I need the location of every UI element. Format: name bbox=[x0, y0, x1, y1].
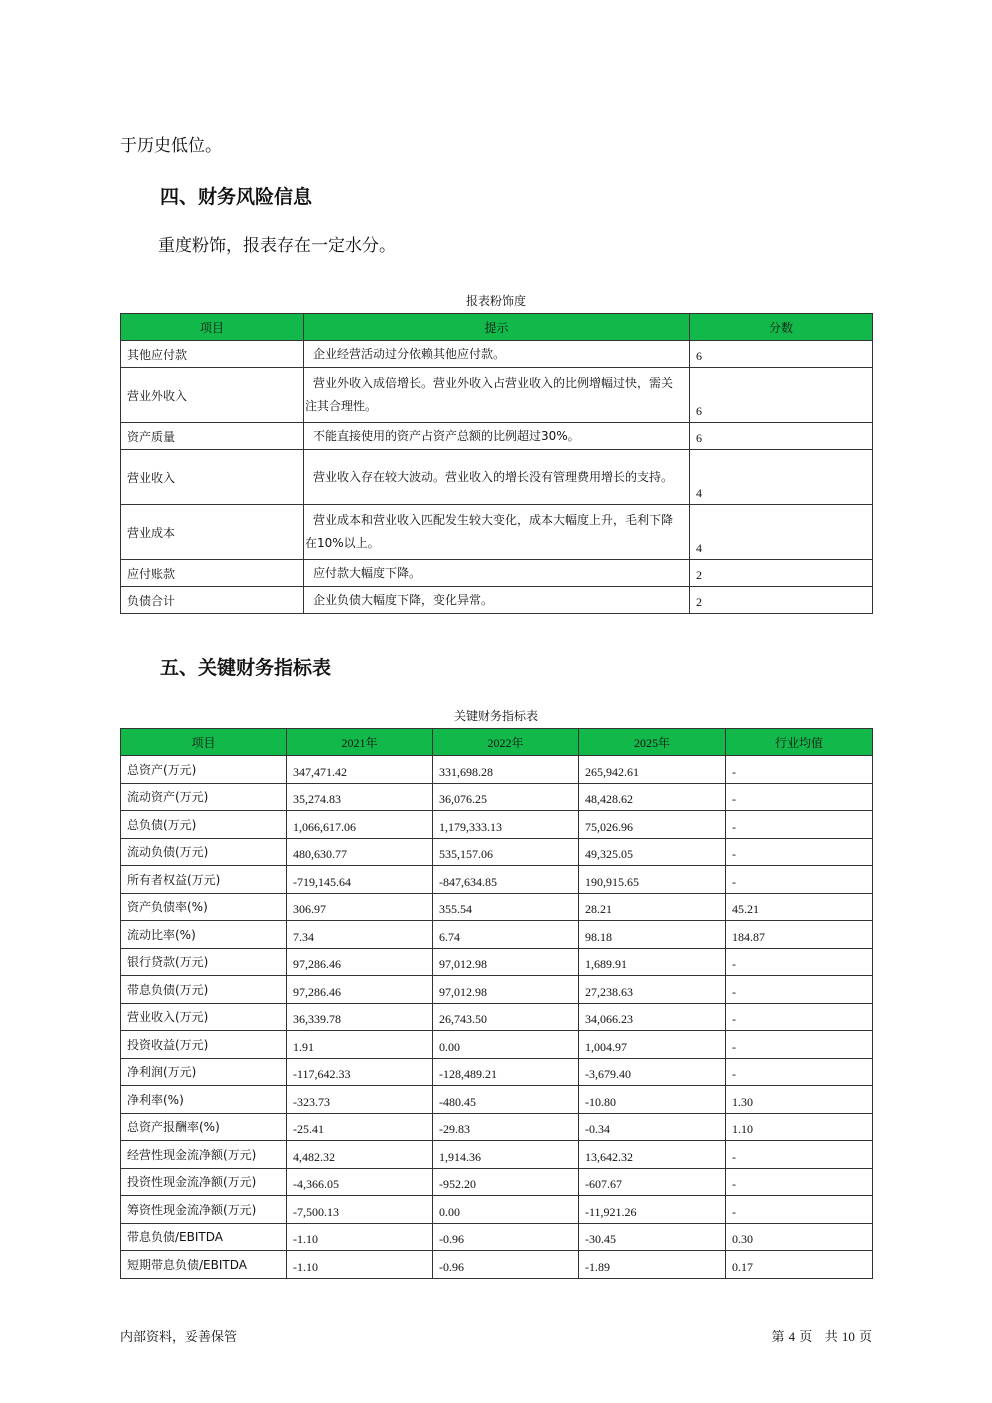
metric-2025: -0.34 bbox=[579, 1113, 726, 1141]
risk-row bbox=[121, 368, 873, 423]
metric-2022: -952.20 bbox=[433, 1168, 579, 1196]
metric-2021: -1.10 bbox=[287, 1223, 433, 1251]
section4-summary: 重度粉饰，报表存在一定水分。 bbox=[158, 236, 396, 256]
metric-2025: 265,942.61 bbox=[579, 756, 726, 784]
footer-confidential: 内部资料，妥善保管 bbox=[120, 1330, 238, 1345]
risk-hint: 应付款大幅度下降。 bbox=[304, 560, 690, 587]
metric-industry-avg: - bbox=[726, 948, 873, 976]
metric-2025: 13,642.32 bbox=[579, 1141, 726, 1169]
section5-heading: 五、关键财务指标表 bbox=[160, 657, 332, 679]
metrics-row bbox=[121, 866, 873, 894]
metric-2022: 0.00 bbox=[433, 1031, 579, 1059]
metric-industry-avg: 0.30 bbox=[726, 1223, 873, 1251]
metric-industry-avg: - bbox=[726, 811, 873, 839]
metric-name: 短期带息负债/EBITDA bbox=[121, 1251, 287, 1279]
metrics-row bbox=[121, 1196, 873, 1224]
metric-name: 流动负债(万元) bbox=[121, 838, 287, 866]
metric-name: 总资产报酬率(%) bbox=[121, 1113, 287, 1141]
metric-name: 筹资性现金流净额(万元) bbox=[121, 1196, 287, 1224]
metric-industry-avg: 0.17 bbox=[726, 1251, 873, 1279]
metric-2022: 97,012.98 bbox=[433, 976, 579, 1004]
metric-name: 投资收益(万元) bbox=[121, 1031, 287, 1059]
metric-2025: 190,915.65 bbox=[579, 866, 726, 894]
risk-score: 6 bbox=[690, 368, 873, 423]
risk-table-header bbox=[121, 314, 873, 341]
metric-industry-avg: - bbox=[726, 838, 873, 866]
metric-industry-avg: - bbox=[726, 1196, 873, 1224]
metric-name: 带息负债(万元) bbox=[121, 976, 287, 1004]
metric-industry-avg: 45.21 bbox=[726, 893, 873, 921]
risk-row bbox=[121, 341, 873, 368]
footer-page-number: 4 bbox=[788, 1329, 796, 1344]
metric-2021: -323.73 bbox=[287, 1086, 433, 1114]
footer-page-mid: 页 bbox=[799, 1330, 813, 1345]
metrics-row bbox=[121, 1251, 873, 1279]
metric-industry-avg: - bbox=[726, 756, 873, 784]
intro-line: 于历史低位。 bbox=[120, 136, 222, 156]
metric-2022: 97,012.98 bbox=[433, 948, 579, 976]
metrics-row bbox=[121, 976, 873, 1004]
risk-row bbox=[121, 505, 873, 560]
metrics-row bbox=[121, 921, 873, 949]
risk-row bbox=[121, 587, 873, 614]
risk-hint: 营业成本和营业收入匹配发生较大变化，成本大幅度上升，毛利下降在10%以上。 bbox=[304, 505, 690, 560]
risk-score: 6 bbox=[690, 341, 873, 368]
metric-2025: 1,004.97 bbox=[579, 1031, 726, 1059]
metrics-col-2022: 2022年 bbox=[433, 729, 579, 756]
risk-score: 4 bbox=[690, 450, 873, 505]
metric-industry-avg: - bbox=[726, 976, 873, 1004]
footer-page-info bbox=[771, 1326, 872, 1345]
metric-name: 流动资产(万元) bbox=[121, 783, 287, 811]
metric-2021: 36,339.78 bbox=[287, 1003, 433, 1031]
risk-item: 其他应付款 bbox=[121, 341, 304, 368]
metric-2021: 306.97 bbox=[287, 893, 433, 921]
metric-2021: 35,274.83 bbox=[287, 783, 433, 811]
metric-2021: 97,286.46 bbox=[287, 976, 433, 1004]
metric-2025: 98.18 bbox=[579, 921, 726, 949]
metric-name: 总负债(万元) bbox=[121, 811, 287, 839]
metric-name: 带息负债/EBITDA bbox=[121, 1223, 287, 1251]
metric-2025: -607.67 bbox=[579, 1168, 726, 1196]
footer-total-suffix: 页 bbox=[858, 1330, 872, 1345]
metric-2021: -4,366.05 bbox=[287, 1168, 433, 1196]
metric-name: 经营性现金流净额(万元) bbox=[121, 1141, 287, 1169]
risk-hint: 企业经营活动过分依赖其他应付款。 bbox=[304, 341, 690, 368]
risk-score: 6 bbox=[690, 423, 873, 450]
metric-2022: -0.96 bbox=[433, 1223, 579, 1251]
metrics-table-caption: 关键财务指标表 bbox=[453, 709, 538, 723]
metric-name: 总资产(万元) bbox=[121, 756, 287, 784]
risk-col-item: 项目 bbox=[121, 314, 304, 341]
risk-item: 应付账款 bbox=[121, 560, 304, 587]
metric-2025: 28.21 bbox=[579, 893, 726, 921]
metric-2021: 97,286.46 bbox=[287, 948, 433, 976]
metric-industry-avg: - bbox=[726, 1058, 873, 1086]
metric-2021: 480,630.77 bbox=[287, 838, 433, 866]
risk-score: 2 bbox=[690, 560, 873, 587]
metrics-row bbox=[121, 1223, 873, 1251]
metrics-row bbox=[121, 1141, 873, 1169]
metric-name: 投资性现金流净额(万元) bbox=[121, 1168, 287, 1196]
risk-col-hint: 提示 bbox=[304, 314, 690, 341]
metrics-row bbox=[121, 1168, 873, 1196]
metric-2021: 1,066,617.06 bbox=[287, 811, 433, 839]
metrics-row bbox=[121, 1086, 873, 1114]
metric-2022: 355.54 bbox=[433, 893, 579, 921]
metric-2022: -0.96 bbox=[433, 1251, 579, 1279]
metric-2021: 347,471.42 bbox=[287, 756, 433, 784]
metric-2025: 1,689.91 bbox=[579, 948, 726, 976]
metric-2022: -847,634.85 bbox=[433, 866, 579, 894]
metrics-table bbox=[120, 728, 873, 1279]
risk-item: 营业外收入 bbox=[121, 368, 304, 423]
metric-2022: 0.00 bbox=[433, 1196, 579, 1224]
metrics-row bbox=[121, 1058, 873, 1086]
metrics-col-2025: 2025年 bbox=[579, 729, 726, 756]
footer-total-prefix: 共 bbox=[824, 1330, 838, 1345]
metric-industry-avg: 184.87 bbox=[726, 921, 873, 949]
metric-name: 净利润(万元) bbox=[121, 1058, 287, 1086]
metric-2021: -25.41 bbox=[287, 1113, 433, 1141]
metric-2025: -10.80 bbox=[579, 1086, 726, 1114]
metric-industry-avg: - bbox=[726, 1003, 873, 1031]
metrics-row bbox=[121, 783, 873, 811]
metric-2022: -128,489.21 bbox=[433, 1058, 579, 1086]
metric-2025: 34,066.23 bbox=[579, 1003, 726, 1031]
metric-name: 所有者权益(万元) bbox=[121, 866, 287, 894]
metric-name: 银行贷款(万元) bbox=[121, 948, 287, 976]
metric-2025: -3,679.40 bbox=[579, 1058, 726, 1086]
risk-item: 负债合计 bbox=[121, 587, 304, 614]
metric-2025: 49,325.05 bbox=[579, 838, 726, 866]
risk-hint: 营业收入存在较大波动。营业收入的增长没有管理费用增长的支持。 bbox=[304, 450, 690, 505]
footer-page-prefix: 第 bbox=[771, 1330, 785, 1345]
metric-2022: -480.45 bbox=[433, 1086, 579, 1114]
metrics-row bbox=[121, 838, 873, 866]
risk-row bbox=[121, 423, 873, 450]
metric-2025: 27,238.63 bbox=[579, 976, 726, 1004]
risk-score: 4 bbox=[690, 505, 873, 560]
metric-2022: 1,914.36 bbox=[433, 1141, 579, 1169]
metric-name: 营业收入(万元) bbox=[121, 1003, 287, 1031]
metrics-row bbox=[121, 1113, 873, 1141]
risk-row bbox=[121, 560, 873, 587]
metrics-col-item: 项目 bbox=[121, 729, 287, 756]
footer-total-pages: 10 bbox=[841, 1329, 855, 1344]
metric-2021: 1.91 bbox=[287, 1031, 433, 1059]
metric-2022: 331,698.28 bbox=[433, 756, 579, 784]
metric-2022: 26,743.50 bbox=[433, 1003, 579, 1031]
metric-2021: 4,482.32 bbox=[287, 1141, 433, 1169]
metric-2025: 48,428.62 bbox=[579, 783, 726, 811]
metric-2021: -7,500.13 bbox=[287, 1196, 433, 1224]
risk-item: 营业收入 bbox=[121, 450, 304, 505]
metrics-row bbox=[121, 1031, 873, 1059]
metric-industry-avg: - bbox=[726, 1031, 873, 1059]
metric-2022: 535,157.06 bbox=[433, 838, 579, 866]
risk-item: 资产质量 bbox=[121, 423, 304, 450]
risk-hint: 营业外收入成倍增长。营业外收入占营业收入的比例增幅过快，需关注其合理性。 bbox=[304, 368, 690, 423]
metric-2025: -30.45 bbox=[579, 1223, 726, 1251]
metric-2025: 75,026.96 bbox=[579, 811, 726, 839]
metric-industry-avg: 1.10 bbox=[726, 1113, 873, 1141]
metrics-col-industry-avg: 行业均值 bbox=[726, 729, 873, 756]
metric-industry-avg: - bbox=[726, 866, 873, 894]
metric-industry-avg: - bbox=[726, 783, 873, 811]
metrics-row bbox=[121, 1003, 873, 1031]
risk-score: 2 bbox=[690, 587, 873, 614]
metrics-table-header bbox=[121, 729, 873, 756]
metrics-col-2021: 2021年 bbox=[287, 729, 433, 756]
risk-table bbox=[120, 313, 873, 614]
metric-2025: -1.89 bbox=[579, 1251, 726, 1279]
metric-name: 流动比率(%) bbox=[121, 921, 287, 949]
metric-2022: 36,076.25 bbox=[433, 783, 579, 811]
metric-2021: 7.34 bbox=[287, 921, 433, 949]
metric-2022: 1,179,333.13 bbox=[433, 811, 579, 839]
metric-2022: -29.83 bbox=[433, 1113, 579, 1141]
metric-2021: -719,145.64 bbox=[287, 866, 433, 894]
metric-2025: -11,921.26 bbox=[579, 1196, 726, 1224]
metrics-row bbox=[121, 948, 873, 976]
metric-name: 资产负债率(%) bbox=[121, 893, 287, 921]
metric-industry-avg: - bbox=[726, 1168, 873, 1196]
metric-name: 净利率(%) bbox=[121, 1086, 287, 1114]
risk-hint: 不能直接使用的资产占资产总额的比例超过30%。 bbox=[304, 423, 690, 450]
metrics-row bbox=[121, 893, 873, 921]
metrics-row bbox=[121, 756, 873, 784]
metric-2021: -117,642.33 bbox=[287, 1058, 433, 1086]
metric-industry-avg: - bbox=[726, 1141, 873, 1169]
section4-heading: 四、财务风险信息 bbox=[160, 186, 313, 208]
metric-industry-avg: 1.30 bbox=[726, 1086, 873, 1114]
risk-hint: 企业负债大幅度下降，变化异常。 bbox=[304, 587, 690, 614]
risk-row bbox=[121, 450, 873, 505]
metric-2021: -1.10 bbox=[287, 1251, 433, 1279]
risk-col-score: 分数 bbox=[690, 314, 873, 341]
metric-2022: 6.74 bbox=[433, 921, 579, 949]
risk-item: 营业成本 bbox=[121, 505, 304, 560]
metrics-row bbox=[121, 811, 873, 839]
risk-table-caption: 报表粉饰度 bbox=[465, 294, 526, 308]
